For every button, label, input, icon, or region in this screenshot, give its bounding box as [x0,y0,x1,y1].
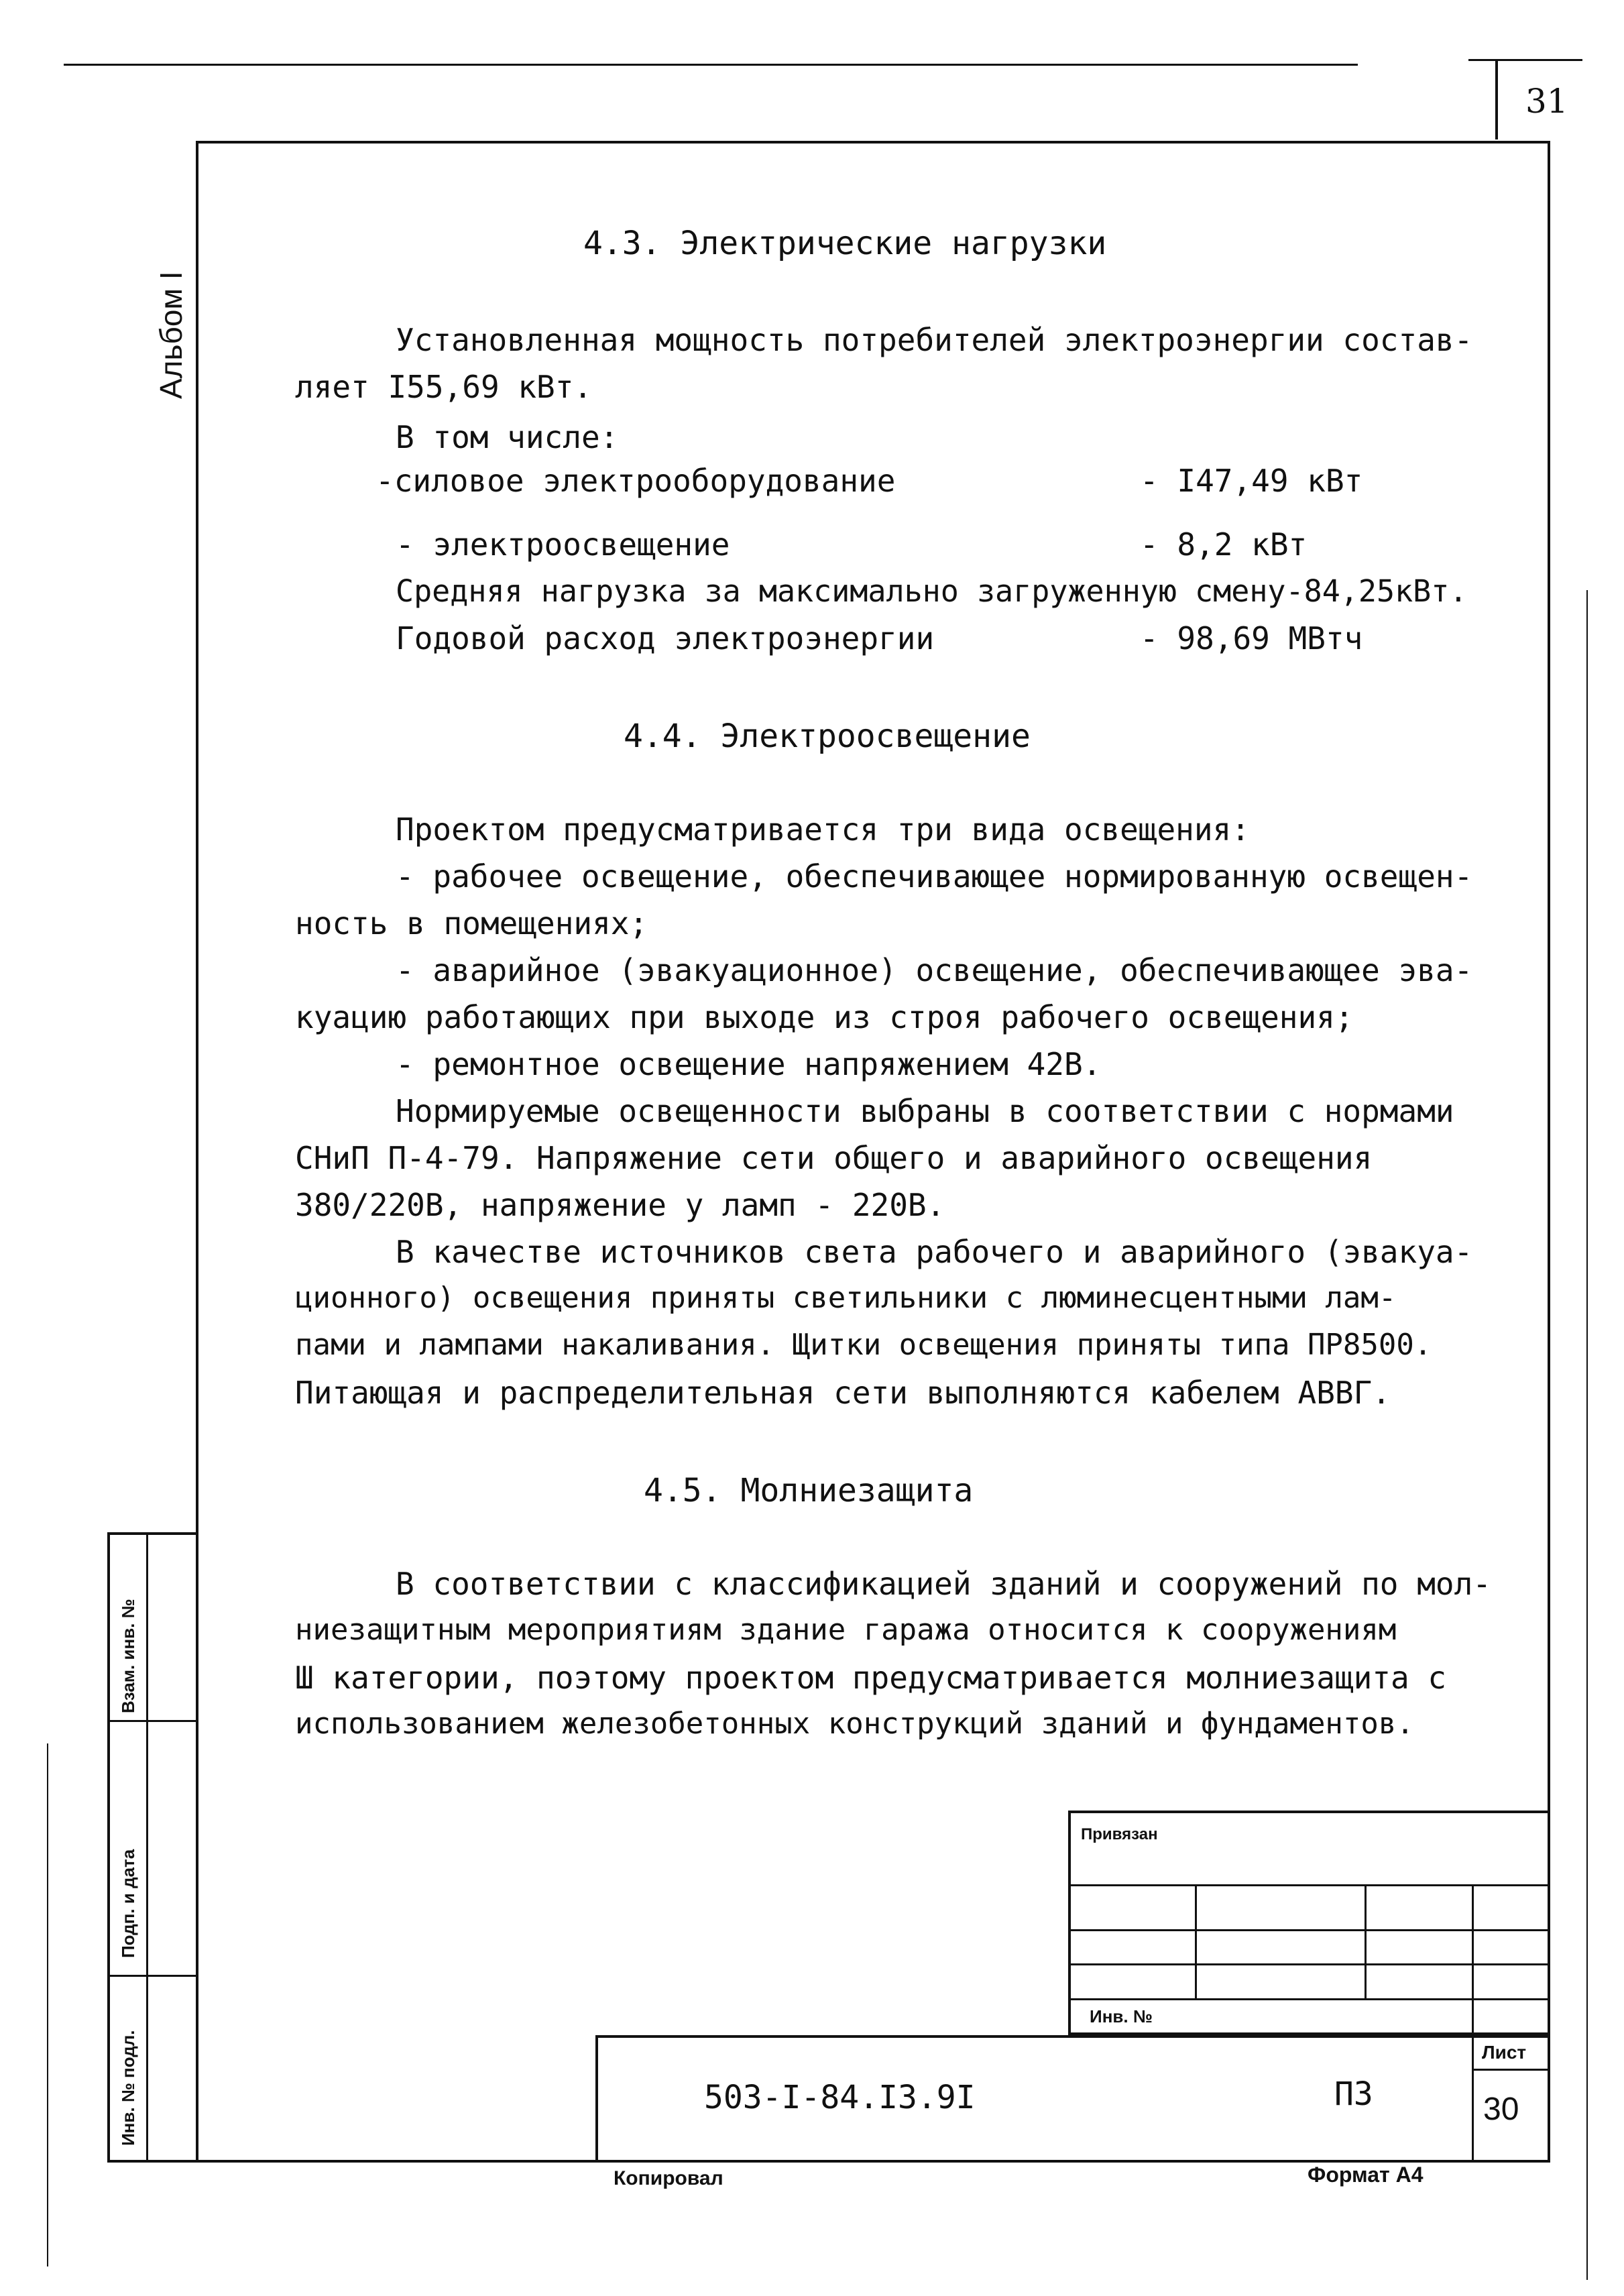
kopiroval-label: Копировал [614,2167,723,2189]
sheet-label: Лист [1482,2042,1527,2063]
section-4-4-heading: 4.4. Электроосвещение [624,718,1031,755]
s44-line9: В качестве источников света рабочего и аварийного (эвакуа- [396,1234,1473,1270]
left-trim-line [47,1743,48,2266]
s44-line11: пами и лампами накаливания. Щитки освещения приняты типа ПР8500. [295,1328,1432,1362]
s43-item1-label: -силовое электрооборудование [375,463,896,499]
stamp-inv-podl-label: Инв. № подл. [118,2030,138,2146]
stamp-vzam-label: Взам. инв. № [118,1599,138,1713]
section-4-5-heading: 4.5. Молниезащита [644,1472,974,1509]
sheet-number: 30 [1483,2091,1519,2127]
s44-line8: 380/220В, напряжение у ламп - 220В. [295,1187,945,1223]
s44-line0: Проектом предусматривается три вида освещения: [396,811,1250,848]
tb-v3 [1472,1884,1474,2035]
title-block-upper [1068,1811,1550,2035]
privyazan-label: Привязан [1081,1825,1158,1843]
side-stamp-divider-h1 [107,1720,198,1722]
stamp-podp-label: Подп. и дата [118,1849,138,1958]
page-number-top-rule [1468,59,1582,61]
album-label: Альбом I [154,271,188,399]
right-trim-line [1586,590,1588,2280]
s44-line5: - ремонтное освещение напряжением 42В. [396,1046,1102,1082]
tb-h1 [1068,1884,1550,1886]
s43-item2-value: - 8,2 кВт [1140,526,1308,563]
tb-sheet-divider [1472,2035,1474,2163]
s43-item2-label: - электроосвещение [396,526,730,563]
s45-line0: В соответствии с классификацией зданий и сооружений по мол- [396,1566,1491,1602]
s43-item1-value: - I47,49 кВт [1140,463,1363,499]
section-4-3-heading: 4.3. Электрические нагрузки [583,225,1107,262]
s43-line2: ляет I55,69 кВт. [295,369,593,405]
s43-line3: В том числе: [396,419,619,455]
s45-line2: Ш категории, поэтому проектом предусматривается молниезащита с [295,1660,1447,1696]
sheet-type: ПЗ [1334,2075,1373,2113]
s43-line1: Установленная мощность потребителей электроэнергии состав- [396,322,1473,358]
page-number: 31 [1525,82,1568,121]
s44-line12: Питающая и распределительная сети выполняются кабелем АВВГ. [295,1375,1391,1411]
s44-line4: куацию работающих при выходе из строя рабочего освещения; [295,999,1354,1035]
s43-line4: Средняя нагрузка за максимально загруженную смену-84,25кВт. [396,573,1468,609]
tb-h4 [1068,1998,1550,2000]
s43-item3-value: - 98,69 МВтч [1140,620,1363,656]
tb-h2 [1068,1929,1550,1931]
page-number-divider [1495,59,1498,139]
format-label: Формат А4 [1308,2163,1424,2187]
s44-line3: - аварийное (эвакуационное) освещение, обеспечивающее эва- [396,952,1473,988]
s44-line2: ность в помещениях; [295,905,648,941]
s45-line1: ниезащитным мероприятиям здание гаража относится к сооружениям [295,1613,1397,1647]
side-stamp-divider-h2 [107,1975,198,1977]
tb-sheet-label-rule [1472,2069,1550,2071]
tb-v2 [1365,1884,1367,1998]
s44-line7: СНиП П-4-79. Напряжение сети общего и аварийного освещения [295,1140,1373,1176]
tb-h3 [1068,1963,1550,1965]
s43-item3-label: Годовой расход электроэнергии [396,620,935,656]
s44-line1: - рабочее освещение, обеспечивающее нормированную освещен- [396,858,1473,895]
inv-no-label: Инв. № [1090,2006,1153,2026]
s44-line10: ционного) освещения приняты светильники с люминесцентными лам- [295,1281,1397,1315]
doc-code: 503-I-84.I3.9I [704,2079,976,2116]
s45-line3: использованием железобетонных конструкций зданий и фундаментов. [295,1707,1414,1741]
tb-v1 [1195,1884,1197,1998]
side-stamp-divider-v [146,1532,148,2163]
s44-line6: Нормируемые освещенности выбраны в соответствии с нормами [396,1093,1454,1129]
top-rule [64,64,1358,66]
